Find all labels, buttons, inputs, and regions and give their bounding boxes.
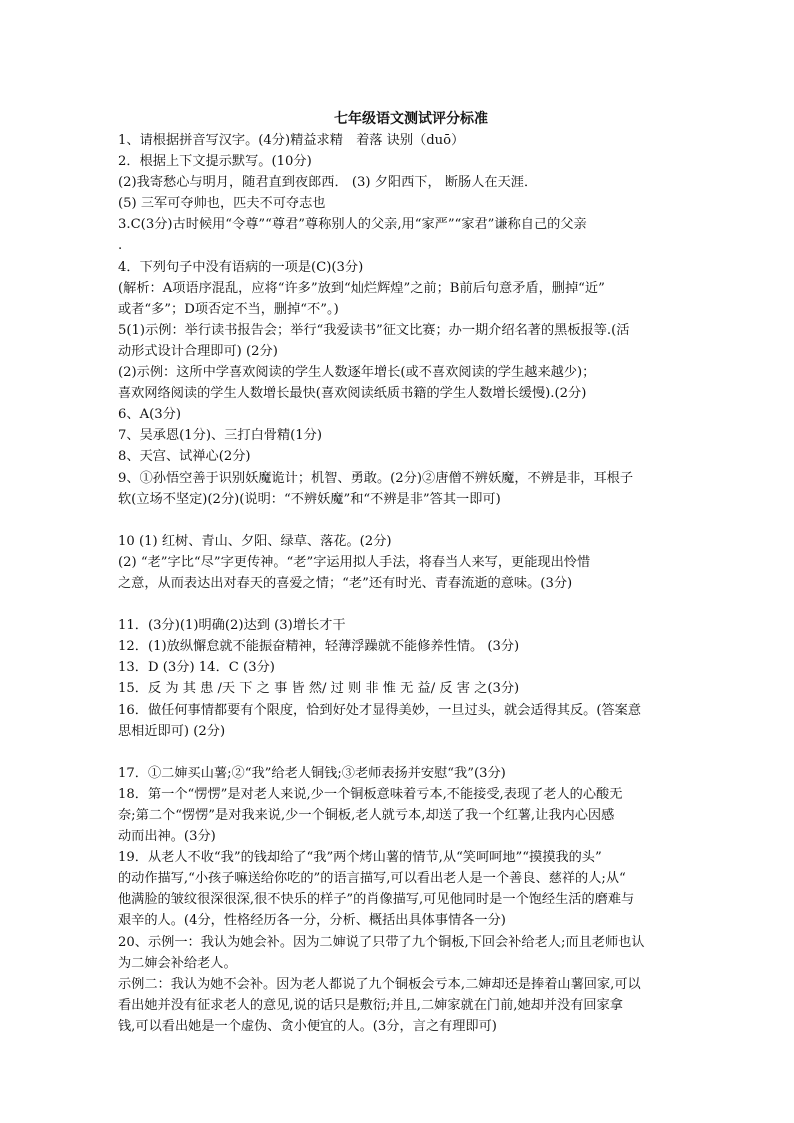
answer-line: 软(立场不坚定)(2分)(说明：“不辨妖魔”和“不辨是非”答其一即可) [118,491,501,507]
answer-line: 7、吴承恩(1分)、三打白骨精(1分) [118,428,322,444]
answer-line: 思相近即可) (2分) [118,723,226,739]
answer-line: 或者“多”；D项否定不当，删掉“不”。) [118,301,339,317]
answer-line: 19．从老人不收“我”的钱却给了“我”两个烤山薯的情节,从“笑呵呵地”“摸摸我的头” [118,850,602,866]
answer-line: 9、①孙悟空善于识别妖魔诡计；机智、勇敢。(2分)②唐僧不辨妖魔，不辨是非，耳根子 [118,470,634,486]
answer-line: 10 (1) 红树、青山、夕阳、绿草、落花。(2分) [118,533,392,549]
answer-line: (2) “老”字比“尽”字更传神。“老”字运用拟人手法，将春当人来写，更能现出怜惜 [118,554,591,570]
answer-line: 18．第一个“愣愣”是对老人来说,少一个铜板意味着亏本,不能接受,表现了老人的心酸无 [118,786,623,802]
answer-line: 的动作描写,“小孩子嘛送给你吃的”的语言描写,可以看出老人是一个善良、慈祥的人;从“ [118,871,626,887]
answer-line: 他满脸的皱纹很深很深,很不快乐的样子”的肖像描写,可见他同时是一个饱经生活的磨难与 [118,892,635,908]
answer-line: 艰辛的人。(4分，性格经历各一分，分析、概括出具体事情各一分) [118,913,506,929]
answer-key-page [118,108,684,1037]
answer-line: 6、A(3分) [118,407,181,423]
answer-line: (5) 三军可夺帅也，匹夫不可夺志也 [118,196,326,212]
page-title: 七年级语文测试评分标准 [334,111,488,127]
answer-line: 11．(3分)(1)明确(2)达到 (3)增长才干 [118,618,346,634]
answer-line: 3.C(3分)古时候用“令尊”“尊君”尊称别人的父亲,用“家严”“家君”谦称自己的父亲 [118,217,587,233]
answer-line: 示例二：我认为她不会补。因为老人都说了九个铜板会亏本,二婶却还是捧着山薯回家,可以 [118,976,641,992]
answer-line: (2)示例：这所中学喜欢阅读的学生人数逐年增长(或不喜欢阅读的学生越来越少)； [118,365,596,381]
answer-line: 2．根据上下文提示默写。(10分) [118,154,312,170]
answer-line: (2)我寄愁心与明月，随君直到夜郎西． (3) 夕阳西下， 断肠人在天涯． [118,175,538,191]
answer-line: 为二婶会补给老人。 [118,955,237,971]
answer-line: 4．下列句子中没有语病的一项是(C)(3分) [118,259,364,275]
answer-line: 15．反 为 其 患 /天 下 之 事 皆 然/ 过 则 非 惟 无 益/ 反 害 之(3分) [118,681,520,697]
answer-line: 12．(1)放纵懈怠就不能振奋精神，轻薄浮躁就不能修养性情。 (3分) [118,639,520,655]
answer-line: 之意，从而表达出对春天的喜爱之情；“老”还有时光、青春流逝的意味。(3分) [118,575,573,591]
answer-line: (解析：A项语序混乱，应将“许多”放到“灿烂辉煌”之前；B前后句意矛盾，删掉“近” [118,280,605,296]
answer-line: 20、示例一：我认为她会补。因为二婶说了只带了九个铜板,下回会补给老人;而且老师也认 [118,934,645,950]
answer-line: 17．①二婶买山薯;②“我”给老人铜钱;③老师表扬并安慰“我”(3分) [118,765,506,781]
answer-line: 5(1)示例：举行读书报告会；举行“我爱读书”征文比赛；办一期介绍名著的黑板报等.(活 [118,322,630,338]
answer-line: 13．D (3分) 14．C (3分) [118,660,275,676]
blank-line [118,742,684,763]
answer-key-body [118,130,684,1037]
answer-line: 看出她并没有征求老人的意见,说的话只是敷衍;并且,二婶家就在门前,她却并没有回家拿 [118,997,623,1013]
blank-line [118,594,684,615]
answer-line: 动形式设计合理即可) (2分) [118,343,278,359]
answer-line: 8、天宫、试禅心(2分) [118,449,251,465]
answer-line: 16．做任何事情都要有个限度，恰到好处才显得美妙，一旦过头，就会适得其反。(答案意 [118,702,642,718]
blank-line [118,510,684,531]
answer-line: 喜欢网络阅读的学生人数增长最快(喜欢阅读纸质书籍的学生人数增长缓慢).(2分) [118,386,587,402]
answer-line: 动而出神。(3分) [118,829,216,845]
answer-line: 奈;第二个“愣愣”是对我来说,少一个铜板,老人就亏本,却送了我一个红薯,让我内心因感 [118,808,615,823]
answer-line: 钱,可以看出她是一个虚伪、贪小便宜的人。(3分，言之有理即可) [118,1018,497,1034]
answer-line: 1、请根据拼音写汉字。(4分)精益求精 着落 诀别（duō） [118,133,465,148]
answer-line: . [118,238,123,254]
